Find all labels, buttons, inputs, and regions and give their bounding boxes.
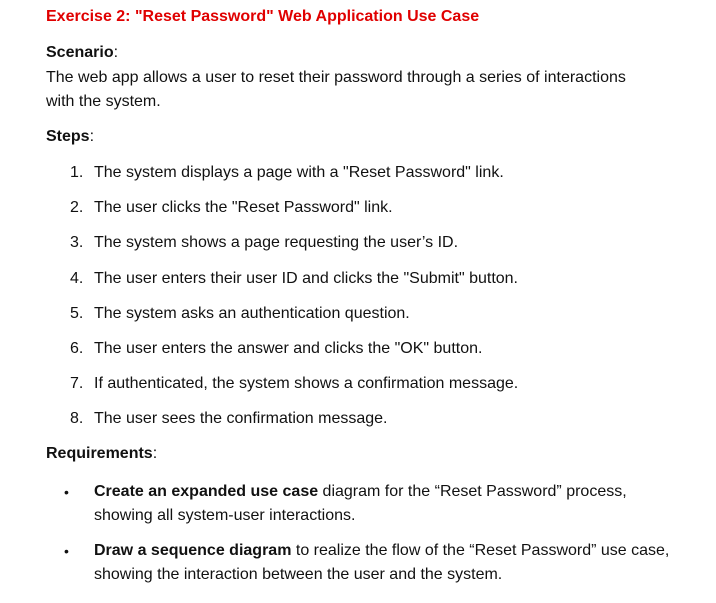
step-number: 8.	[70, 410, 84, 428]
step-text: The system displays a page with a "Reset Password" link.	[94, 164, 504, 181]
scenario-heading-colon: :	[113, 44, 119, 61]
step-item-1	[70, 162, 518, 197]
step-number: 7.	[70, 375, 84, 393]
requirement-text	[94, 539, 669, 587]
steps-heading-colon: :	[89, 128, 95, 145]
requirement-item-2	[64, 539, 704, 587]
bullet-icon: •	[64, 543, 69, 559]
requirement-line-1-rest: diagram for the “Reset Password” process,	[318, 483, 627, 500]
requirement-item-1	[64, 480, 704, 528]
scenario-line-2: with the system.	[46, 93, 161, 110]
step-item-3	[70, 232, 518, 267]
requirements-list	[64, 480, 704, 598]
step-item-5	[70, 303, 518, 338]
requirements-heading	[46, 445, 157, 463]
step-item-4	[70, 268, 518, 303]
requirement-text	[94, 480, 627, 528]
step-item-7	[70, 373, 518, 408]
steps-heading	[46, 128, 94, 146]
requirement-bold-lead: Create an expanded use case	[94, 483, 319, 500]
step-item-8	[70, 408, 518, 443]
requirement-bold-lead: Draw a sequence diagram	[94, 542, 292, 559]
scenario-heading-label: Scenario	[46, 44, 114, 61]
step-text: The user sees the confirmation message.	[94, 410, 388, 428]
scenario-heading	[46, 44, 118, 62]
scenario-line-1: The web app allows a user to reset their password through a series of interactions	[46, 69, 626, 86]
step-text: The user enters the answer and clicks the "OK" button.	[94, 339, 483, 357]
step-number: 4.	[70, 269, 84, 287]
bullet-icon: •	[64, 484, 69, 500]
step-number: 1.	[70, 164, 84, 181]
step-text: The user clicks the "Reset Password" link.	[94, 199, 393, 217]
step-number: 2.	[70, 199, 84, 217]
step-item-6	[70, 338, 518, 373]
steps-heading-label: Steps	[46, 128, 90, 145]
requirements-heading-colon: :	[152, 445, 158, 462]
requirement-line-2: showing all system-user interactions.	[94, 507, 356, 524]
requirement-line-1-rest: to realize the flow of the “Reset Password” use case,	[291, 542, 670, 559]
step-number: 3.	[70, 234, 84, 252]
scenario-paragraph	[46, 66, 686, 114]
step-number: 6.	[70, 339, 84, 357]
step-text: The system asks an authentication question.	[94, 304, 410, 322]
requirement-line-2: showing the interaction between the user and the system.	[94, 566, 503, 583]
exercise-title: Exercise 2: "Reset Password" Web Application Use Case	[46, 8, 480, 25]
step-text: The system shows a page requesting the user’s ID.	[94, 234, 459, 252]
step-number: 5.	[70, 304, 84, 322]
step-text: If authenticated, the system shows a confirmation message.	[94, 375, 519, 393]
step-text: The user enters their user ID and clicks the "Submit" button.	[94, 269, 518, 287]
requirements-heading-label: Requirements	[46, 445, 153, 462]
steps-list	[70, 162, 518, 444]
step-item-2	[70, 197, 518, 232]
